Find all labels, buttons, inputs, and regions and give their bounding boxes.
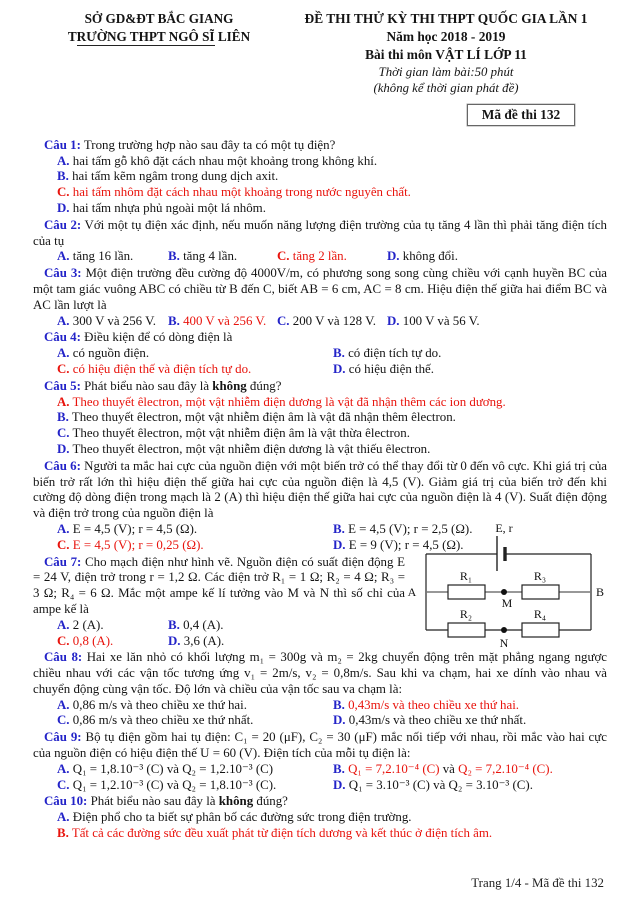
option-letter: D. bbox=[387, 249, 400, 264]
option-d bbox=[387, 314, 607, 330]
school-year: Năm học 2018 - 2019 bbox=[386, 29, 506, 44]
question-4-stem bbox=[33, 330, 607, 346]
question-label: Câu 3: bbox=[44, 266, 82, 281]
option-c bbox=[57, 778, 333, 794]
option-text: 0,43m/s và theo chiều xe thứ hai. bbox=[348, 697, 520, 712]
header-exam-block bbox=[285, 10, 607, 126]
option-letter: D. bbox=[168, 633, 181, 648]
question-8 bbox=[33, 650, 607, 729]
option-letter: B. bbox=[57, 169, 69, 184]
question-6-stem bbox=[33, 459, 607, 522]
circuit-diagram bbox=[401, 521, 609, 649]
option-text: 300 V và 256 V. bbox=[72, 313, 156, 328]
question-9 bbox=[33, 730, 607, 793]
option-d bbox=[333, 713, 607, 729]
option-a bbox=[57, 522, 333, 538]
option-letter: B. bbox=[168, 313, 180, 328]
question-label: Câu 10: bbox=[44, 794, 88, 809]
question-prompt: Cho mạch điện như hình vẽ. Nguồn điện có suất điện động E = 24 V, điện trở trong r = 1,2 Ω. Các điện trở R₁ = 1 Ω; R₂ = 4 Ω; R₃ = 3 Ω; R₄ = 6 Ω. Mắc một ampe kế lí tưởng vào M và N thì số chỉ của ampe kế là bbox=[33, 554, 405, 616]
option-a bbox=[57, 346, 333, 362]
node-n-dot bbox=[501, 627, 507, 633]
option-text: 0,86 m/s và theo chiều xe thứ hai. bbox=[72, 697, 247, 712]
option-letter: D. bbox=[387, 313, 400, 328]
option-d bbox=[387, 249, 607, 265]
question-5-stem bbox=[33, 379, 607, 395]
option-text: Theo thuyết êlectron, một vật nhiễm điện âm là vật thừa êlectron. bbox=[72, 426, 410, 441]
option-letter: A. bbox=[57, 617, 70, 632]
option-letter: D. bbox=[57, 200, 70, 215]
option-b bbox=[168, 249, 277, 265]
option-b answer-highlight bbox=[333, 762, 607, 778]
option-a bbox=[57, 314, 168, 330]
question-label: Câu 2: bbox=[44, 217, 82, 232]
option-letter: D. bbox=[333, 361, 346, 376]
resistor-box-r2 bbox=[448, 623, 485, 637]
header bbox=[33, 10, 607, 126]
circuit-label-r1: R₁ bbox=[459, 568, 473, 583]
circuit-label-n: N bbox=[499, 635, 509, 649]
option-text: Điện phổ cho ta biết sự phân bố các đường sức trong điện trường. bbox=[72, 810, 412, 825]
option-b bbox=[333, 346, 607, 362]
question-prompt: Với một tụ điện xác định, nếu muốn năng lượng điện trường của tụ tăng 4 lần thì phải tăng điện tích của tụ bbox=[33, 217, 607, 248]
option-text: E = 9 (V); r = 4,5 (Ω). bbox=[348, 537, 464, 552]
option-text: hai tấm nhôm đặt cách nhau một khoảng trong nước nguyên chất. bbox=[72, 185, 411, 200]
option-text: tăng 16 lần. bbox=[72, 249, 134, 264]
option-letter: C. bbox=[57, 633, 70, 648]
option-c bbox=[33, 426, 607, 442]
option-text: 2 (A). bbox=[72, 617, 104, 632]
option-letter: B. bbox=[57, 410, 69, 425]
option-text: 0,8 (A). bbox=[72, 633, 114, 648]
option-letter: C. bbox=[277, 249, 290, 264]
circuit-figure bbox=[401, 521, 609, 649]
option-letter: C. bbox=[57, 777, 70, 792]
option-letter: C. bbox=[57, 426, 70, 441]
question-10-options bbox=[33, 810, 607, 842]
option-text: hai tấm kẽm ngâm trong dung dịch axit. bbox=[72, 169, 279, 184]
question-label: Câu 1: bbox=[44, 137, 81, 152]
option-b bbox=[168, 618, 405, 634]
circuit-label-r3: R₃ bbox=[533, 568, 547, 583]
option-letter: A. bbox=[57, 346, 70, 361]
option-text: E = 4,5 (V); r = 4,5 (Ω). bbox=[72, 521, 198, 536]
question-label: Câu 6: bbox=[44, 458, 81, 473]
question-7-stem bbox=[33, 555, 405, 618]
option-a bbox=[33, 154, 607, 170]
option-letter: A. bbox=[57, 394, 70, 409]
option-letter: A. bbox=[57, 153, 70, 168]
question-label: Câu 5: bbox=[44, 378, 81, 393]
question-prompt: Phát biểu nào sau đây là không đúng? bbox=[90, 794, 288, 809]
question-prompt: Hai xe lăn nhỏ có khối lượng m₁ = 300g và m₂ = 2kg chuyển động trên mặt phẳng ngang ngược chiều nhau với các vận tốc tương ứng v₁ = 2m/s, v₂ = 0,8m/s. Sau khi va chạm, hai xe dính vào nhau và chuyển động cùng vận tốc. Độ lớn và chiều của vận tốc sau va chạm là: bbox=[33, 650, 607, 696]
option-c answer-highlight bbox=[57, 362, 333, 378]
option-a bbox=[57, 698, 333, 714]
option-letter: B. bbox=[168, 249, 180, 264]
exam-duration: Thời gian làm bài:50 phút bbox=[378, 65, 514, 79]
bold-word: không bbox=[218, 794, 254, 809]
option-c answer-highlight bbox=[33, 185, 607, 201]
option-text: Q₁ = 1,2.10⁻³ (C) và Q₂ = 1,8.10⁻³ (C). bbox=[72, 777, 277, 792]
question-prompt: Điều kiện để có dòng điện là bbox=[84, 330, 233, 345]
option-letter: D. bbox=[333, 537, 346, 552]
question-2-stem bbox=[33, 218, 607, 250]
question-10-stem bbox=[33, 794, 607, 810]
question-5 bbox=[33, 379, 607, 458]
option-c bbox=[57, 713, 333, 729]
question-prompt: Người ta mắc hai cực của nguồn điện với một biến trở có thể thay đổi từ 0 đến vô cực. Khi giá trị của biến trở rất lớn thì hiệu điện thế giữa hai cực của nguồn điện là 4,5 (V). Giảm giá trị của biến trở đến khi cường độ dòng điện trong mạch là 2 (A) thì hiệu điện thế giữa hai cực của nguồn điện là 4 (V). Suất điện động và điện trở trong của nguồn điện là bbox=[33, 458, 607, 521]
question-10 bbox=[33, 794, 607, 841]
option-text: 200 V và 128 V. bbox=[292, 313, 376, 328]
question-7-options bbox=[33, 618, 405, 650]
option-d bbox=[333, 778, 607, 794]
option-text: 400 V và 256 V. bbox=[183, 313, 267, 328]
option-a bbox=[57, 762, 333, 778]
option-letter: D. bbox=[333, 777, 346, 792]
option-letter: D. bbox=[57, 441, 70, 456]
option-letter: A. bbox=[57, 697, 70, 712]
option-letter: B. bbox=[168, 617, 180, 632]
option-letter: A. bbox=[57, 313, 70, 328]
school-name-underlined: RƯỜNG THPT NGÔ SĨ bbox=[76, 29, 215, 44]
question-label: Câu 4: bbox=[44, 330, 81, 345]
resistor-box-r1 bbox=[448, 585, 485, 599]
question-9-stem bbox=[33, 730, 607, 762]
option-b answer-highlight bbox=[168, 314, 277, 330]
option-letter: A. bbox=[57, 761, 70, 776]
department-name: SỞ GD&ĐT BẮC GIANG bbox=[84, 11, 234, 26]
question-5-options bbox=[33, 395, 607, 458]
option-text: E = 4,5 (V); r = 0,25 (Ω). bbox=[72, 537, 204, 552]
option-d bbox=[168, 634, 405, 650]
node-m-dot bbox=[501, 589, 507, 595]
question-1-stem bbox=[33, 138, 607, 154]
option-text: Theo thuyết êlectron, một vật nhiễm điện dương là vật thiếu êlectron. bbox=[72, 441, 431, 456]
option-d bbox=[333, 362, 607, 378]
question-label: Câu 9: bbox=[44, 730, 82, 745]
option-text: 100 V và 56 V. bbox=[402, 313, 480, 328]
option-letter: B. bbox=[333, 697, 345, 712]
option-text: Tất cả các đường sức đều xuất phát từ điện tích dương và kết thúc ở điện tích âm. bbox=[71, 826, 493, 841]
option-text: Theo thuyết êlectron, một vật nhiễm điện dương là vật đã nhận thêm các ion dương. bbox=[72, 394, 506, 409]
option-d bbox=[33, 201, 607, 217]
option-b bbox=[33, 410, 607, 426]
option-a bbox=[33, 810, 607, 826]
option-c answer-highlight bbox=[57, 538, 333, 554]
option-c answer-highlight bbox=[277, 249, 387, 265]
question-prompt: Phát biểu nào sau đây là không đúng? bbox=[84, 378, 282, 393]
question-prompt: Trong trường hợp nào sau đây ta có một tụ điện? bbox=[83, 137, 336, 152]
questions-area bbox=[33, 138, 607, 842]
option-letter: C. bbox=[57, 537, 70, 552]
question-3 bbox=[33, 266, 607, 329]
option-letter: C. bbox=[57, 361, 70, 376]
exam-subject: Bài thi môn VẬT LÍ LỚP 11 bbox=[365, 47, 527, 62]
question-label: Câu 8: bbox=[44, 650, 83, 665]
option-text: Theo thuyết êlectron, một vật nhiễm điện âm là vật đã nhận thêm êlectron. bbox=[71, 410, 456, 425]
option-text: có nguồn điện. bbox=[72, 346, 150, 361]
option-b answer-highlight bbox=[33, 826, 607, 842]
option-text: có hiệu điện thế. bbox=[348, 361, 434, 376]
option-a answer-highlight bbox=[33, 395, 607, 411]
question-4 bbox=[33, 330, 607, 377]
option-a bbox=[57, 618, 168, 634]
option-letter: B. bbox=[57, 826, 69, 841]
question-prompt: Bộ tụ điện gồm hai tụ điện: C₁ = 20 (μF), C₂ = 30 (μF) mắc nối tiếp với nhau, rồi mắc vào hai cực của nguồn điện có hiệu điện thế U = 60 (V). Điện tích của mỗi tụ điện là: bbox=[33, 730, 607, 761]
option-letter: A. bbox=[57, 249, 70, 264]
question-8-options bbox=[33, 698, 607, 730]
option-text: tăng 2 lần. bbox=[292, 249, 347, 264]
school-name: TRƯỜNG THPT NGÔ SĨ LIÊN bbox=[67, 29, 251, 44]
option-text: Q₁ = 1,8.10⁻³ (C) và Q₂ = 1,2.10⁻³ (C) bbox=[72, 761, 274, 776]
bold-word: không bbox=[212, 378, 247, 393]
option-letter: C. bbox=[277, 313, 290, 328]
option-text: hai tấm gỗ khô đặt cách nhau một khoảng trong không khí. bbox=[72, 153, 378, 168]
option-text: có hiệu điện thế và điện tích tự do. bbox=[72, 361, 252, 376]
option-text: tăng 4 lần. bbox=[183, 249, 238, 264]
option-c bbox=[277, 314, 387, 330]
question-3-options bbox=[33, 314, 607, 330]
option-letter: C. bbox=[57, 713, 70, 728]
question-1 bbox=[33, 138, 607, 217]
circuit-label-m: M bbox=[501, 595, 513, 610]
question-2-options bbox=[33, 249, 607, 265]
option-a bbox=[57, 249, 168, 265]
exam-code-box: Mã đề thi 132 bbox=[467, 104, 575, 126]
option-text: 3,6 (A). bbox=[183, 633, 225, 648]
option-text: 0,43m/s và theo chiều xe thứ nhất. bbox=[348, 713, 527, 728]
option-letter: D. bbox=[333, 713, 346, 728]
circuit-label-r2: R₂ bbox=[459, 606, 473, 621]
question-1-options bbox=[33, 154, 607, 217]
circuit-label-b: B bbox=[595, 584, 605, 599]
option-text: hai tấm nhựa phủ ngoài một lá nhôm. bbox=[72, 200, 266, 215]
option-letter: B. bbox=[333, 521, 345, 536]
question-2 bbox=[33, 218, 607, 265]
option-text: Q₁ = 3.10⁻³ (C) và Q₂ = 3.10⁻³ (C). bbox=[348, 777, 533, 792]
option-text: Q₁ = 7,2.10⁻⁴ (C) bbox=[348, 761, 443, 776]
option-text-conjunction: và bbox=[442, 761, 455, 776]
option-text: 0,4 (A). bbox=[183, 617, 224, 632]
option-letter: A. bbox=[57, 810, 70, 825]
circuit-label-source: E, r bbox=[495, 520, 513, 535]
option-text: E = 4,5 (V); r = 2,5 (Ω). bbox=[348, 521, 473, 536]
option-text: không đổi. bbox=[402, 249, 458, 264]
resistor-box-r4 bbox=[522, 623, 559, 637]
option-c answer-highlight bbox=[57, 634, 168, 650]
option-letter: B. bbox=[333, 346, 345, 361]
header-school-block bbox=[33, 10, 285, 126]
option-d bbox=[33, 442, 607, 458]
exam-note: (không kể thời gian phát đề) bbox=[373, 81, 519, 95]
question-3-stem bbox=[33, 266, 607, 313]
option-b answer-highlight bbox=[333, 698, 607, 714]
circuit-label-r4: R₄ bbox=[533, 606, 547, 621]
option-letter: C. bbox=[57, 185, 70, 200]
question-9-options bbox=[33, 762, 607, 794]
question-prompt: Một điện trường đều cường độ 4000V/m, có phương song song cùng chiều với cạnh huyền BC của một tam giác vuông ABC có chiều từ B đến C, biết AB = 6 cm, AC = 8 cm. Hiệu điện thế giữa hai điểm BC và AC lần lượt là bbox=[33, 266, 607, 312]
question-7-text-column bbox=[33, 555, 405, 650]
question-8-stem bbox=[33, 650, 607, 697]
resistor-box-r3 bbox=[522, 585, 559, 599]
page-footer: Trang 1/4 - Mã đề thi 132 bbox=[471, 876, 604, 890]
circuit-label-a: A bbox=[407, 584, 417, 599]
question-label: Câu 7: bbox=[44, 554, 82, 569]
option-text: 0,86 m/s và theo chiều xe thứ nhất. bbox=[72, 713, 254, 728]
question-4-options bbox=[33, 346, 607, 378]
exam-title: ĐỀ THI THỬ KỲ THI THPT QUỐC GIA LẦN 1 bbox=[304, 11, 588, 26]
option-letter: B. bbox=[333, 761, 345, 776]
option-text: có điện tích tự do. bbox=[348, 346, 442, 361]
option-b bbox=[33, 169, 607, 185]
option-text: Q₂ = 7,2.10⁻⁴ (C). bbox=[454, 761, 553, 776]
option-letter: A. bbox=[57, 521, 70, 536]
